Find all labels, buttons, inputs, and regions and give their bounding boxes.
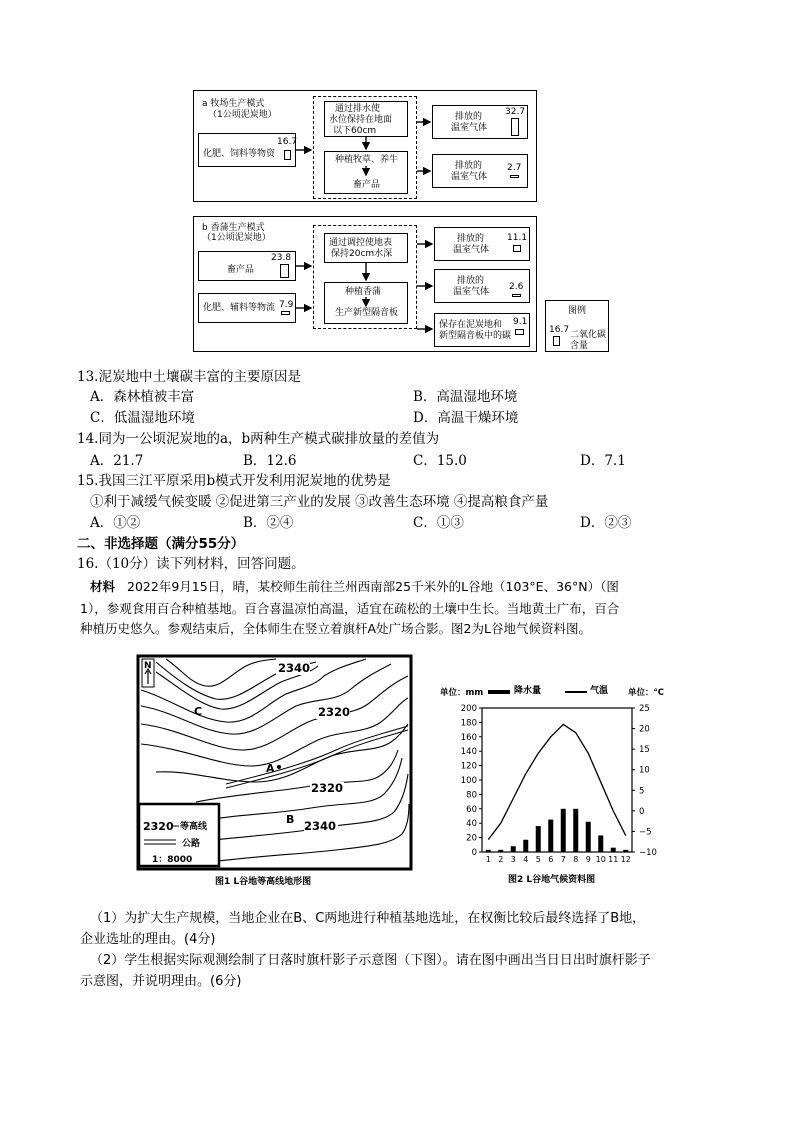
legend-title: 图例	[568, 306, 587, 316]
legend-road-label: 公路	[182, 839, 201, 849]
legend-value: 16.7	[549, 325, 570, 335]
month-label: 1	[485, 855, 491, 864]
left-tick-label: 160	[460, 732, 477, 743]
q16-sub1-line1: （1）为扩大生产规模，当地企业在B、C两地进行种植基地选址，在权衡比较后最终选择了B地，	[90, 911, 646, 926]
contour-label-2320-bottom: 2320	[311, 781, 344, 795]
precip-bar	[623, 850, 628, 852]
diagram-b-out3-label-2: 新型隔音板中的碳	[439, 331, 512, 341]
legend-label-1: 二氧化碳	[570, 330, 607, 340]
precip-bar	[536, 826, 541, 852]
diagram-b-input2-value: 7.9	[279, 300, 294, 310]
legend-temp-label: 气温	[590, 686, 609, 696]
material-label: 材料	[90, 579, 116, 594]
month-label: 10	[595, 855, 606, 864]
material-line3: 种植历史悠久。参观结束后，全体师生在竖立着旗杆A处广场合影。图2为L谷地气候资料图。	[80, 621, 591, 636]
left-tick-label: 40	[466, 819, 477, 830]
diagram-a-subtitle: （1公顷泥炭地）	[208, 110, 277, 120]
q16-sub1-line2: 企业选址的理由。(4分)	[80, 932, 216, 947]
precip-bar	[611, 848, 616, 852]
diagram-a-process2-label: 种植牧草、养牛	[335, 155, 399, 165]
diagram-b-title: b 香蒲生产模式	[202, 223, 265, 233]
diagram-b-process1-line1: 通过调控使地表	[329, 238, 393, 248]
q13-option-a[interactable]: A．森林植被丰富	[90, 389, 195, 405]
precip-bar	[561, 809, 566, 852]
diagram-b-out1-label-1: 排放的	[457, 234, 485, 244]
legend-precip-icon	[488, 690, 510, 694]
month-label: 11	[608, 855, 619, 864]
left-tick-label: 60	[466, 804, 477, 815]
q15-items: ①利于减缓气候变暖 ②促进第三产业的发展 ③改善生态环境 ④提高粮食产量	[90, 494, 549, 510]
q14-stem: 14.同为一公顷泥炭地的a，b两种生产模式碳排放量的差值为	[77, 431, 440, 447]
diagram-b-panel	[193, 216, 537, 352]
diagram-a-process1-line2: 水位保持在地面	[329, 115, 393, 125]
contour-label-2340-top: 2340	[278, 661, 311, 675]
diagram-b-out1-label-2: 温室气体	[453, 245, 490, 255]
map-scale: 1：8000	[152, 855, 193, 865]
precip-bar	[523, 840, 528, 852]
month-label: 6	[548, 855, 554, 864]
legend-precip-label: 降水量	[514, 686, 542, 696]
month-label: 3	[510, 855, 516, 864]
precip-bar	[598, 835, 603, 852]
month-label: 7	[560, 855, 566, 864]
right-tick-label: 0	[639, 806, 645, 817]
month-label: 12	[620, 855, 631, 864]
right-tick-label: 20	[639, 724, 650, 735]
precip-bar	[586, 822, 591, 852]
diagram-b-arrows	[194, 217, 538, 353]
precip-bar	[573, 809, 578, 852]
month-label: 2	[498, 855, 504, 864]
left-tick-label: 140	[460, 747, 477, 758]
section-heading: 二、非选择题（满分55分）	[77, 536, 245, 552]
precip-bar	[498, 850, 503, 852]
contour-label-2340-bottom: 2340	[304, 819, 337, 833]
q14-option-d[interactable]: D．7.1	[580, 453, 626, 469]
diagram-a-input-value: 16.7	[277, 137, 298, 147]
month-label: 5	[535, 855, 541, 864]
diagram-a-arrows	[194, 91, 538, 203]
precip-bar	[486, 850, 491, 852]
diagram-a-process3-label: 畜产品	[353, 180, 381, 190]
point-a-label: A	[266, 762, 275, 775]
material-line1: 2022年9月15日，晴，某校师生前往兰州西南部25千米外的L谷地（103°E、36°N）（图	[127, 579, 619, 594]
month-label: 4	[523, 855, 529, 864]
diagram-a-out2-label-1: 排放的	[455, 161, 483, 171]
diagram-a-out1-label-2: 温室气体	[451, 123, 488, 133]
diagram-b-input2-label: 化肥、辅料等物流	[203, 303, 276, 313]
left-tick-label: 100	[460, 776, 477, 786]
legend-label-2: 含量	[570, 341, 589, 351]
figure2-caption: 图2 L谷地气候资料图	[508, 875, 596, 885]
diagram-b-out3-label-1: 保存在泥炭地和	[439, 320, 503, 330]
diagram-a-out1-label-1: 排放的	[455, 112, 483, 122]
point-c-label: C	[194, 705, 203, 718]
diagram-b-process1-line2: 保持20cm水深	[331, 249, 393, 259]
diagram-b-subtitle: （1公顷泥炭地）	[202, 233, 271, 243]
flagpole-point-icon	[277, 765, 281, 769]
legend-temp-icon	[565, 691, 587, 693]
diagram-legend	[545, 300, 609, 352]
legend-contour-value: 2320	[143, 820, 174, 833]
q13-option-c[interactable]: C．低温湿地环境	[90, 410, 195, 426]
diagram-b-input1-label: 畜产品	[227, 265, 255, 275]
left-tick-label: 200	[460, 704, 477, 714]
month-label: 8	[573, 855, 579, 864]
diagram-b-out1-value: 11.1	[507, 233, 528, 243]
q16-stem: 16.（10分）读下列材料，回答问题。	[77, 556, 305, 572]
q13-stem: 13.泥炭地中土壤碳丰富的主要原因是	[77, 369, 301, 385]
legend-contour-label: 等高线	[180, 822, 208, 832]
chart-left-unit: 单位：mm	[440, 688, 484, 698]
north-label: N	[144, 661, 152, 671]
right-tick-label: 5	[639, 786, 645, 797]
q16-sub2-line2: 示意图，并说明理由。(6分)	[80, 974, 242, 989]
diagram-a-title: a 牧场生产模式	[202, 99, 265, 109]
plot-frame	[482, 708, 632, 852]
left-tick-label: 0	[471, 848, 477, 858]
q15-option-a[interactable]: A．①②	[90, 515, 141, 531]
diagram-a-out2-value: 2.7	[507, 163, 522, 173]
left-tick-label: 180	[460, 718, 477, 729]
right-tick-label: 25	[639, 704, 650, 714]
q15-option-c[interactable]: C．①③	[413, 515, 464, 531]
co2-bar	[553, 336, 560, 346]
q15-stem: 15.我国三江平原采用b模式开发利用泥炭地的优势是	[77, 473, 391, 489]
month-label: 9	[585, 855, 591, 864]
q15-option-b[interactable]: B．②④	[243, 515, 294, 531]
contour-label-2320-top: 2320	[318, 705, 351, 719]
diagram-b-process3-label: 生产新型隔音板	[335, 308, 399, 318]
left-tick-label: 20	[466, 833, 477, 844]
right-tick-label: 15	[639, 745, 650, 756]
diagram-b-process2-label: 种植香蒲	[345, 287, 382, 297]
temperature-line	[488, 724, 626, 839]
figure1-caption: 图1 L谷地等高线地形图	[215, 877, 312, 887]
chart-right-unit: 单位：°C	[628, 688, 664, 698]
left-tick-label: 80	[466, 790, 477, 801]
diagram-b-input1-value: 23.8	[271, 253, 292, 263]
q14-option-b[interactable]: B．12.6	[243, 453, 297, 469]
climate-chart	[450, 700, 670, 868]
contour-map	[136, 654, 414, 872]
precip-bar	[548, 820, 553, 852]
diagram-b-out2-label-1: 排放的	[457, 276, 485, 286]
q14-option-a[interactable]: A．21.7	[90, 453, 144, 469]
material-line2: 1），参观食用百合种植基地。百合喜温凉怕高温，适宜在疏松的土壤中生长。当地黄土广布，百合	[80, 601, 620, 616]
right-tick-label: −5	[639, 827, 652, 838]
left-tick-label: 120	[460, 761, 477, 772]
q16-sub2-line1: （2）学生根据实际观测绘制了日落时旗杆影子示意图（下图）。请在图中画出当日日出时旗杆影子	[90, 953, 651, 968]
diagram-a-process1-line3: 以下60cm	[333, 126, 377, 136]
diagram-b-out2-value: 2.6	[509, 282, 524, 292]
diagram-b-out3-value: 9.1	[513, 317, 528, 327]
point-b-label: B	[286, 813, 295, 826]
diagram-a-out1-value: 32.7	[505, 107, 526, 117]
q14-option-c[interactable]: C．15.0	[413, 453, 467, 469]
q13-option-d[interactable]: D．高温干燥环境	[413, 410, 519, 426]
right-tick-label: 10	[639, 765, 650, 776]
diagram-a-panel	[193, 90, 537, 202]
diagram-a-process1-line1: 通过排水使	[335, 104, 381, 114]
diagram-b-out2-label-2: 温室气体	[453, 287, 490, 297]
right-tick-label: −10	[639, 848, 657, 858]
q15-option-d[interactable]: D．②③	[580, 515, 632, 531]
precip-bar	[511, 846, 516, 852]
diagram-a-input-label: 化肥、饲料等物资	[203, 149, 276, 159]
diagram-a-out2-label-2: 温室气体	[451, 172, 488, 182]
q13-option-b[interactable]: B．高温湿地环境	[413, 389, 518, 405]
